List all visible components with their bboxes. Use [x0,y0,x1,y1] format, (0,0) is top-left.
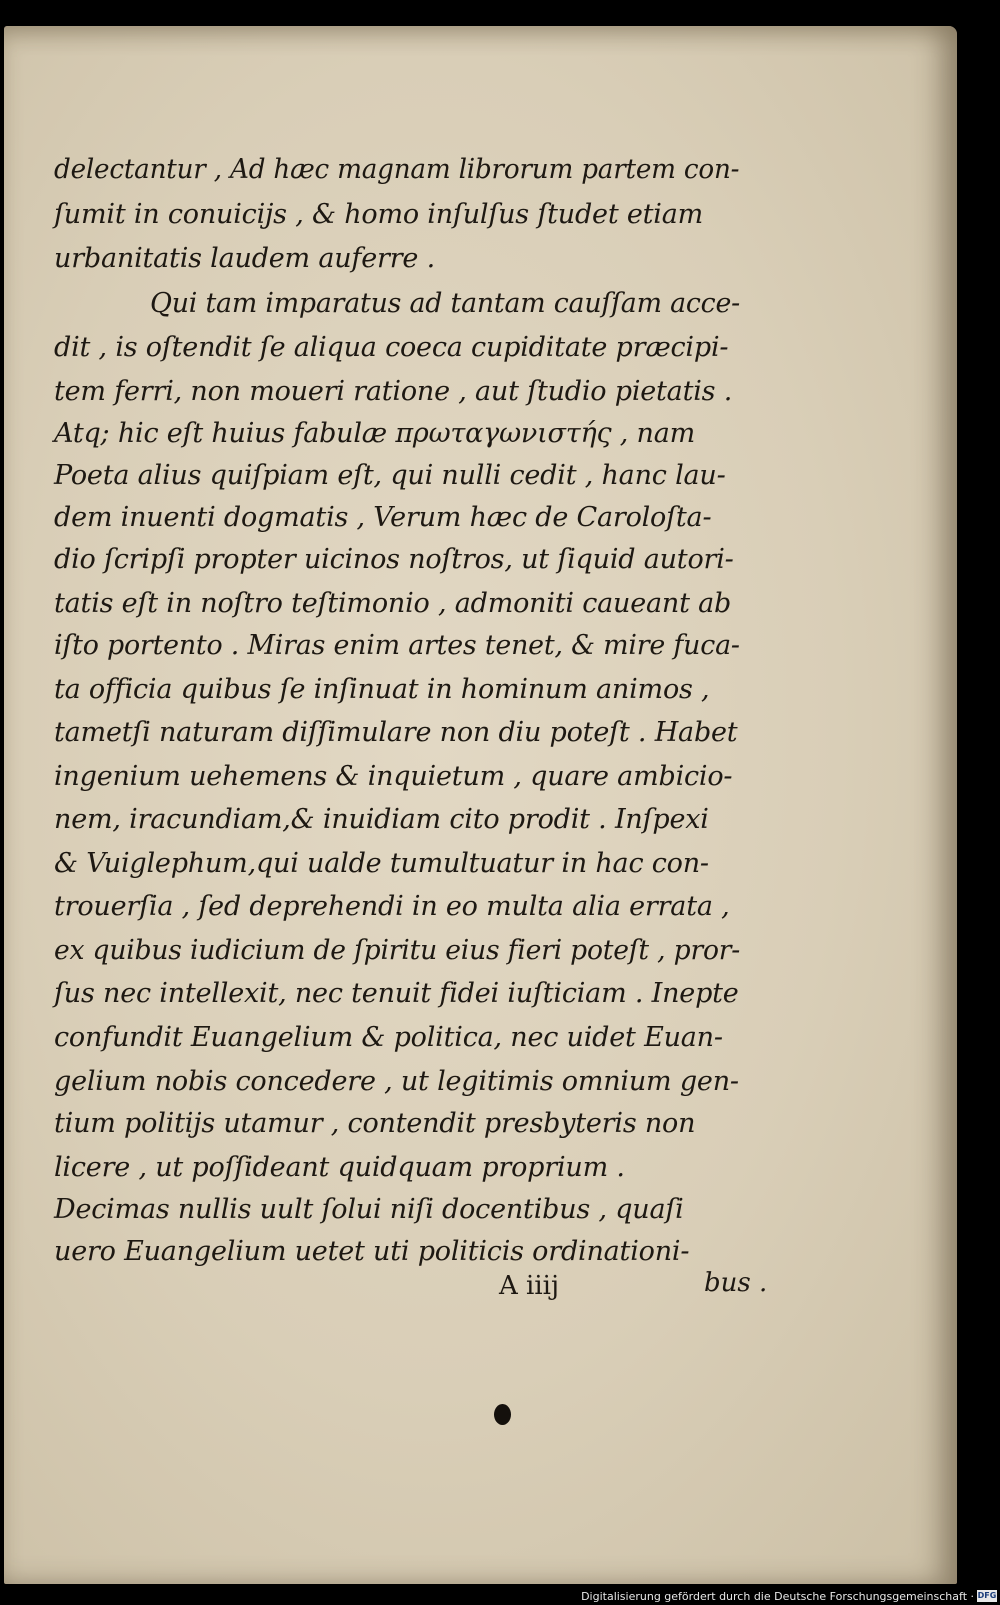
text-line: ſus nec intellexit, nec tenuit fidei iuſticiam . Inepte [54,978,739,1009]
text-line: tatis eſt in noſtro teſtimonio , admoniti caueant ab [54,588,732,619]
digitization-credit: Digitalisierung gefördert durch die Deutsche Forschungsgemeinschaft · [581,1590,974,1603]
signature-mark: A iiij [499,1271,560,1301]
text-line: ta officia quibus ſe inſinuat in hominum animos , [54,674,710,705]
text-line: Atq; hic eſt huius fabulæ πρωταγωνιστής , nam [54,418,696,449]
text-line: iſto portento . Miras enim artes tenet, & mire fuca- [54,630,740,661]
text-line: & Vuiglephum,qui ualde tumultuatur in hac con- [54,848,709,879]
text-line: ſumit in conuicijs , & homo inſulſus ſtudet etiam [54,199,704,230]
text-line: Qui tam imparatus ad tantam cauſſam acce- [150,288,740,319]
text-line: Poeta alius quiſpiam eſt, qui nulli cedit , hanc lau- [54,460,726,491]
text-line: gelium nobis concedere , ut legitimis omnium gen- [54,1066,739,1097]
text-line: delectantur , Ad hæc magnam librorum partem con- [54,154,740,185]
text-line: nem, iracundiam,& inuidiam cito prodit . Inſpexi [54,804,709,835]
text-line: tem ferri, non moueri ratione , aut ſtudio pietatis . [54,376,733,407]
text-line: trouerſia , ſed deprehendi in eo multa alia errata , [54,891,730,922]
book-page [4,26,957,1584]
text-line: dit , is oſtendit ſe aliqua coeca cupiditate præcipi- [54,332,729,363]
text-line: ex quibus iudicium de ſpiritu eius fieri poteſt , pror- [54,935,741,966]
text-line: dio ſcripſi propter uicinos noſtros, ut ſiquid autori- [54,544,734,575]
text-line: urbanitatis laudem auferre . [54,243,435,274]
text-line: uero Euangelium uetet uti politicis ordinationi- [54,1236,690,1267]
text-line: licere , ut poſſideant quidquam proprium . [54,1152,625,1183]
ink-spot-mark [494,1404,511,1425]
text-line: tametſi naturam diſſimulare non diu poteſt . Habet [54,717,738,748]
text-line: confundit Euangelium & politica, nec uidet Euan- [54,1022,723,1053]
text-line: dem inuenti dogmatis , Verum hæc de Caroloſta- [54,502,712,533]
text-line: tium politijs utamur , contendit presbyteris non [54,1108,696,1139]
text-line: Decimas nullis uult ſolui niſi docentibus , quaſi [54,1194,684,1225]
dfg-logo-icon: DFG [977,1591,997,1600]
text-line: ingenium uehemens & inquietum , quare ambicio- [54,761,733,792]
catchword: bus . [704,1268,768,1298]
